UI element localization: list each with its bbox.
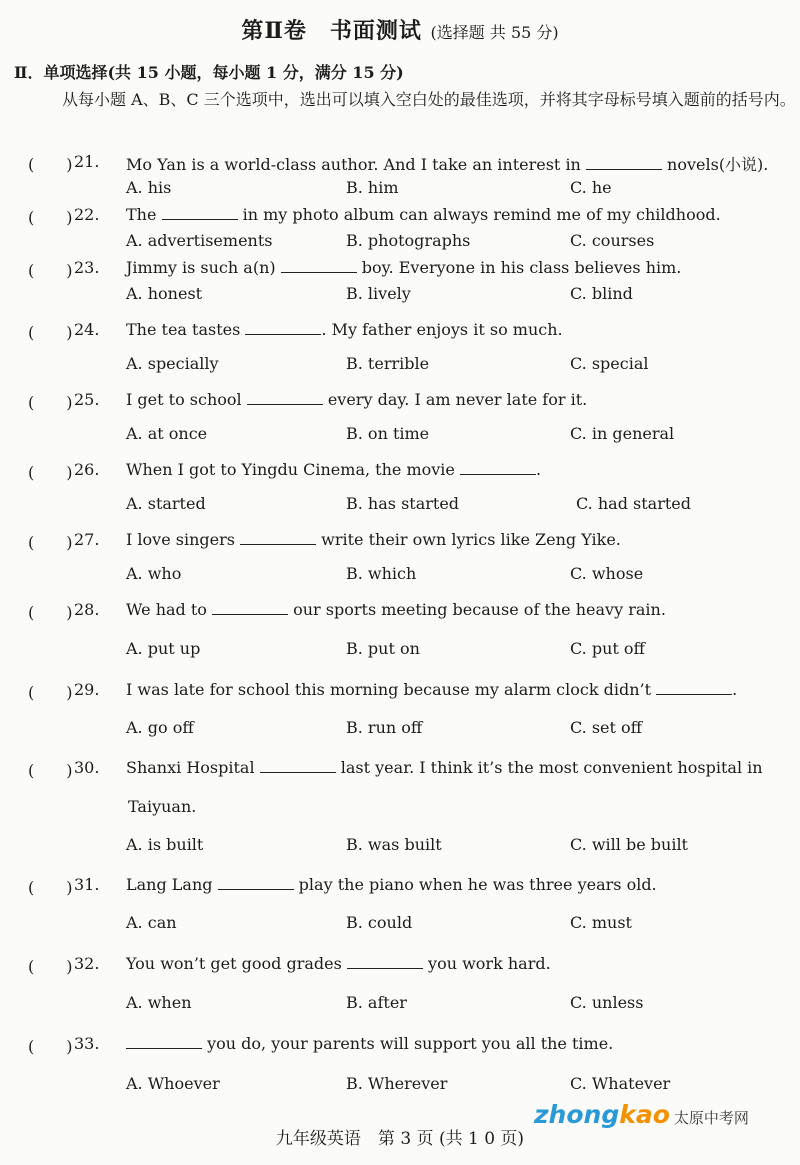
option-c: C. will be built (570, 835, 688, 854)
option-a: A. started (126, 494, 206, 513)
question-text-after: . (732, 680, 738, 699)
option-a: A. specially (126, 354, 219, 373)
option-a: A. his (126, 178, 172, 197)
site-watermark-logo: zhongkao 太原中考网 (534, 1100, 749, 1129)
option-c: C. must (570, 913, 632, 932)
question-text-before: The (126, 205, 162, 224)
option-b: B. on time (346, 424, 430, 443)
option-b: B. could (346, 913, 413, 932)
option-c: C. Whatever (570, 1074, 671, 1093)
option-c: C. unless (570, 993, 644, 1012)
answer-blank (126, 1034, 202, 1049)
question-text-before: Jimmy is such a(n) (126, 258, 281, 277)
option-c: C. special (570, 354, 649, 373)
question-text-after: you do, your parents will support you all the time. (202, 1034, 614, 1053)
option-b: B. was built (346, 835, 442, 854)
option-a: A. go off (126, 718, 194, 737)
answer-blank (586, 155, 662, 170)
section-instruction: 从每小题 A、B、C 三个选项中，选出可以填入空白处的最佳选项，并将其字母标号填入题前的括号内。 (62, 90, 796, 109)
option-a: A. who (126, 564, 182, 583)
page-footer: 九年级英语 第 3 页 (共 1 0 页) (275, 1129, 525, 1149)
question-text-before: I get to school (126, 390, 247, 409)
answer-blank (240, 530, 316, 545)
question-text (126, 875, 657, 894)
answer-bracket: ( ) (28, 208, 73, 227)
question-text-after: . My father enjoys it so much. (321, 320, 563, 339)
question-text-before: I love singers (126, 530, 241, 549)
answer-bracket: ( ) (28, 261, 73, 280)
answer-blank (162, 205, 238, 220)
option-b: B. lively (346, 284, 411, 303)
section-heading: Ⅱ．单项选择(共 15 小题，每小题 1 分，满分 15 分) (14, 63, 404, 82)
question-text (126, 205, 721, 224)
answer-bracket: ( ) (28, 533, 73, 552)
option-c: C. in general (570, 424, 675, 443)
question-text-after: boy. Everyone in his class believes him. (356, 258, 682, 277)
option-a: A. is built (126, 835, 204, 854)
question-text (126, 530, 621, 549)
question-number: 31. (74, 875, 100, 894)
option-a: A. can (126, 913, 177, 932)
question-text-before: We had to (126, 600, 213, 619)
answer-bracket: ( ) (28, 878, 73, 897)
question-text (126, 600, 666, 619)
option-a: A. Whoever (126, 1074, 220, 1093)
option-c: C. whose (570, 564, 644, 583)
question-number: 22. (74, 205, 100, 224)
answer-bracket: ( ) (28, 603, 73, 622)
question-text-before: The tea tastes (126, 320, 246, 339)
question-number: 24. (74, 320, 100, 339)
option-b: B. run off (346, 718, 423, 737)
question-number: 21. (74, 152, 100, 171)
question-text-before: When I got to Yingdu Cinema, the movie (126, 460, 460, 479)
answer-blank (212, 600, 288, 615)
question-text (126, 758, 763, 777)
question-text-after: every day. I am never late for it. (322, 390, 588, 409)
question-text-after: last year. I think it’s the most convenient hospital in (335, 758, 763, 777)
question-text-before: Mo Yan is a world-class author. And I take an interest in (126, 155, 586, 174)
question-number: 32. (74, 954, 100, 973)
question-text-before: I was late for school this morning because my alarm clock didn’t (126, 680, 657, 699)
answer-bracket: ( ) (28, 393, 73, 412)
question-text (126, 954, 551, 973)
option-a: A. put up (126, 639, 201, 658)
question-text (126, 390, 587, 409)
answer-blank (460, 460, 536, 475)
question-number: 26. (74, 460, 100, 479)
option-c: C. set off (570, 718, 643, 737)
answer-bracket: ( ) (28, 761, 73, 780)
question-text-after: our sports meeting because of the heavy rain. (288, 600, 666, 619)
option-a: A. advertisements (126, 231, 273, 250)
option-b: B. has started (346, 494, 460, 513)
question-text (126, 1034, 613, 1053)
question-text-before: You won’t get good grades (126, 954, 347, 973)
option-a: A. when (126, 993, 192, 1012)
answer-blank (245, 320, 321, 335)
answer-blank (281, 258, 357, 273)
option-a: A. honest (126, 284, 203, 303)
question-text (126, 152, 768, 175)
question-text (126, 258, 681, 277)
question-text-after: you work hard. (422, 954, 551, 973)
option-b: B. which (346, 564, 417, 583)
answer-bracket: ( ) (28, 463, 73, 482)
option-c: C. put off (570, 639, 645, 658)
answer-blank (247, 390, 323, 405)
question-text (126, 460, 541, 479)
option-b: B. photographs (346, 231, 471, 250)
question-text (126, 320, 563, 339)
page-subtitle: (选择题 共 55 分) (430, 23, 559, 42)
question-text-before: Lang Lang (126, 875, 218, 894)
answer-bracket: ( ) (28, 155, 73, 174)
question-number: 33. (74, 1034, 100, 1053)
answer-blank (656, 680, 732, 695)
question-number: 28. (74, 600, 100, 619)
option-c: C. had started (576, 494, 691, 513)
question-text-after: in my photo album can always remind me of my childhood. (237, 205, 721, 224)
answer-bracket: ( ) (28, 683, 73, 702)
question-number: 27. (74, 530, 100, 549)
answer-blank (347, 954, 423, 969)
option-b: B. put on (346, 639, 420, 658)
option-b: B. Wherever (346, 1074, 448, 1093)
option-c: C. blind (570, 284, 633, 303)
answer-bracket: ( ) (28, 1037, 73, 1056)
question-number: 29. (74, 680, 100, 699)
question-text-after: . (535, 460, 542, 479)
option-a: A. at once (126, 424, 208, 443)
option-c: C. he (570, 178, 612, 197)
option-b: B. terrible (346, 354, 430, 373)
question-text-after: write their own lyrics like Zeng Yike. (316, 530, 621, 549)
question-text-after: novels(小说). (661, 155, 769, 174)
answer-bracket: ( ) (28, 323, 73, 342)
question-text-after: play the piano when he was three years old. (293, 875, 657, 894)
option-b: B. him (346, 178, 399, 197)
option-b: B. after (346, 993, 407, 1012)
answer-blank (260, 758, 336, 773)
question-text (126, 680, 737, 699)
question-number: 30. (74, 758, 100, 777)
page-title: 第Ⅱ卷 书面测试 (选择题 共 55 分) (241, 18, 559, 44)
question-text-before: Shanxi Hospital (126, 758, 260, 777)
option-c: C. courses (570, 231, 655, 250)
answer-blank (218, 875, 294, 890)
question-number: 25. (74, 390, 100, 409)
question-text-continued: Taiyuan. (128, 797, 197, 816)
answer-bracket: ( ) (28, 957, 73, 976)
question-number: 23. (74, 258, 100, 277)
